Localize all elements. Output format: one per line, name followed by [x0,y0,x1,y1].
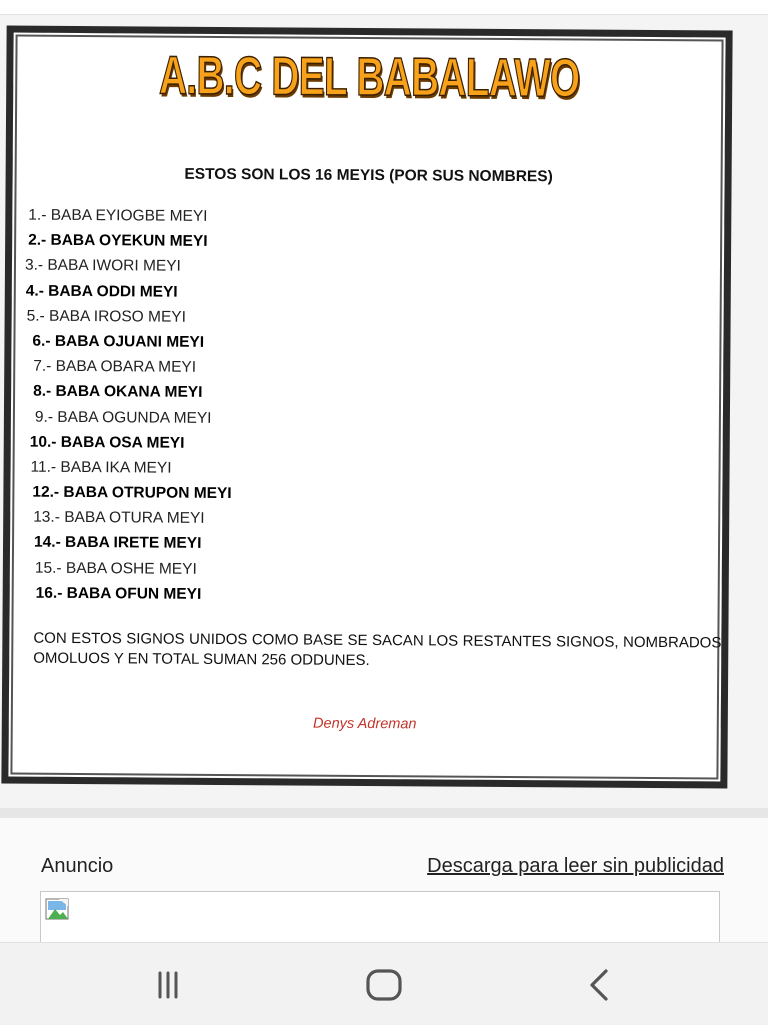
back-icon [580,967,620,1003]
meyi-item: 7.- BABA OBARA MEYI [33,357,197,376]
meyi-item: 3.- BABA IWORI MEYI [24,256,181,276]
meyi-item: 4.- BABA ODDI MEYI [25,282,178,301]
document-page [1,25,732,788]
document-paragraph: CON ESTOS SIGNOS UNIDOS COMO BASE SE SACAN LOS RESTANTES SIGNOS, NOMBRADOS OMOLUOS Y EN TOTAL SUMAN 256 ODDUNES. [33,629,722,670]
download-no-ads-link[interactable]: Descarga para leer sin publicidad [427,855,724,877]
meyi-item: 1.- BABA EYIOGBE MEYI [28,206,208,225]
system-nav-bar [0,942,768,1025]
document-title: A.B.C DEL BABALAWO [158,45,580,109]
meyi-item: 16.- BABA OFUN MEYI [35,584,202,603]
meyi-item: 15.- BABA OSHE MEYI [34,559,197,578]
meyi-item: 14.- BABA IRETE MEYI [33,534,202,553]
ad-label: Anuncio [41,855,114,877]
meyi-list [20,203,623,610]
meyi-item: 11.- BABA IKA MEYI [30,458,172,477]
home-button[interactable] [354,965,414,1005]
meyi-item: 2.- BABA OYEKUN MEYI [28,231,208,251]
top-strip [0,0,768,15]
meyi-item: 5.- BABA IROSO MEYI [26,307,187,326]
meyi-item: 9.- BABA OGUNDA MEYI [34,408,212,427]
meyi-item: 12.- BABA OTRUPON MEYI [32,483,232,503]
document-subtitle: ESTOS SON LOS 16 MEYIS (POR SUS NOMBRES) [184,165,553,186]
recents-icon [148,969,188,1001]
section-separator [0,808,768,818]
meyi-item: 10.- BABA OSA MEYI [29,433,185,452]
home-icon [362,967,406,1003]
meyi-item: 6.- BABA OJUANI MEYI [32,332,205,351]
meyi-item: 8.- BABA OKANA MEYI [33,382,203,402]
author-signature: Denys Adreman [313,715,417,733]
meyi-item: 13.- BABA OTURA MEYI [33,508,205,528]
broken-image-icon [45,898,79,922]
recents-button[interactable] [138,965,198,1005]
back-button[interactable] [570,965,630,1005]
